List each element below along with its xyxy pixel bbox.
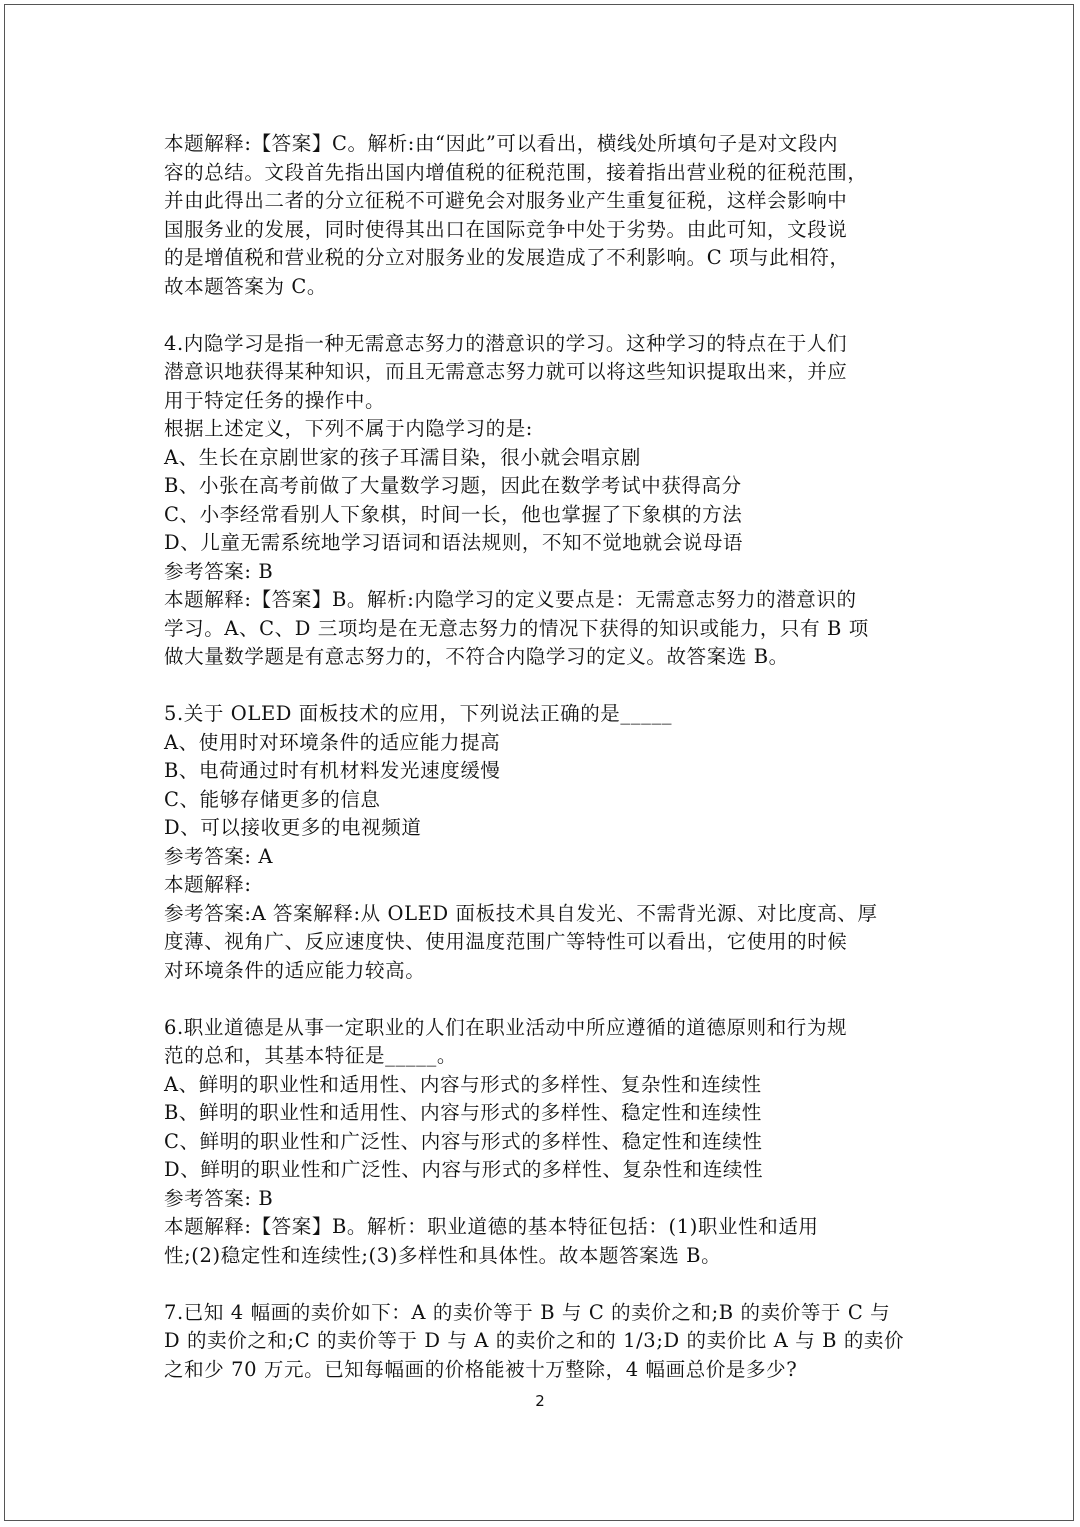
question-text-line: 潜意识地获得某种知识，而且无需意志努力就可以将这些知识提取出来，并应 — [164, 360, 848, 383]
option-c: C、鲜明的职业性和广泛性、内容与形式的多样性、稳定性和连续性 — [164, 1129, 763, 1153]
paragraph-gap — [164, 301, 924, 330]
option-a: A、使用时对环境条件的适应能力提高 — [164, 730, 501, 754]
reference-answer: 参考答案: A — [164, 844, 274, 868]
option-d: D、可以接收更多的电视频道 — [164, 816, 422, 839]
question-text-line: 4.内隐学习是指一种无需意志努力的潜意识的学习。这种学习的特点在于人们 — [164, 331, 848, 355]
explanation-line: 学习。A、C、D 三项均是在无意志努力的情况下获得的知识或能力，只有 B 项 — [164, 616, 869, 640]
question-text-line: 范的总和，其基本特征是_____。 — [164, 1044, 457, 1067]
paragraph-gap — [164, 672, 924, 701]
paragraph-gap — [164, 1270, 924, 1299]
option-c: C、能够存储更多的信息 — [164, 787, 381, 811]
question-text-line: 7.已知 4 幅画的卖价如下：A 的卖价等于 B 与 C 的卖价之和;B 的卖价等于 C 与 — [164, 1300, 891, 1324]
q3-explanation — [164, 130, 924, 301]
explanation-line: 度薄、视角广、反应速度快、使用温度范围广等特性可以看出，它使用的时候 — [164, 930, 848, 953]
question-4 — [164, 330, 924, 672]
question-5 — [164, 700, 924, 985]
option-b: B、鲜明的职业性和适用性、内容与形式的多样性、稳定性和连续性 — [164, 1101, 762, 1124]
question-text-line: 根据上述定义，下列不属于内隐学习的是: — [164, 417, 533, 440]
text-line: 并由此得出二者的分立征税不可避免会对服务业产生重复征税，这样会影响中 — [164, 189, 848, 212]
option-d: D、儿童无需系统地学习语词和语法规则，不知不觉地就会说母语 — [164, 531, 744, 554]
option-a: A、生长在京剧世家的孩子耳濡目染，很小就会唱京剧 — [164, 445, 641, 469]
text-line: 的是增值税和营业税的分立对服务业的发展造成了不利影响。C 项与此相符， — [164, 246, 850, 269]
option-d: D、鲜明的职业性和广泛性、内容与形式的多样性、复杂性和连续性 — [164, 1158, 764, 1181]
text-line: 国服务业的发展，同时使得其出口在国际竞争中处于劣势。由此可知，文段说 — [164, 217, 848, 241]
explanation-line: 本题解释:【答案】B。解析：职业道德的基本特征包括：(1)职业性和适用 — [164, 1215, 819, 1238]
explanation-line: 性;(2)稳定性和连续性;(3)多样性和具体性。故本题答案选 B。 — [164, 1243, 722, 1267]
document-body — [164, 130, 924, 1384]
explanation-line: 做大量数学题是有意志努力的，不符合内隐学习的定义。故答案选 B。 — [164, 645, 789, 668]
option-b: B、小张在高考前做了大量数学习题，因此在数学考试中获得高分 — [164, 474, 742, 497]
explanation-line: 参考答案:A 答案解释:从 OLED 面板技术具自发光、不需背光源、对比度高、厚 — [164, 901, 878, 925]
explanation-line: 本题解释: — [164, 873, 252, 896]
question-7 — [164, 1299, 924, 1385]
reference-answer: 参考答案: B — [164, 559, 274, 583]
text-line: 容的总结。文段首先指出国内增值税的征税范围，接着指出营业税的征税范围， — [164, 160, 868, 184]
question-text-line: 5.关于 OLED 面板技术的应用，下列说法正确的是_____ — [164, 702, 673, 725]
question-text-line: 用于特定任务的操作中。 — [164, 388, 386, 412]
text-line: 故本题答案为 C。 — [164, 274, 328, 298]
reference-answer: 参考答案: B — [164, 1186, 274, 1210]
question-text-line: 之和少 70 万元。已知每幅画的价格能被十万整除，4 幅画总价是多少? — [164, 1357, 798, 1381]
question-text-line: 6.职业道德是从事一定职业的人们在职业活动中所应遵循的道德原则和行为规 — [164, 1015, 848, 1039]
explanation-line: 对环境条件的适应能力较高。 — [164, 958, 426, 982]
text-line: 本题解释:【答案】C。解析:由“因此”可以看出，横线处所填句子是对文段内 — [164, 132, 839, 155]
question-text-line: D 的卖价之和;C 的卖价等于 D 与 A 的卖价之和的 1/3;D 的卖价比 A 与 B 的卖价 — [164, 1329, 905, 1352]
explanation-line: 本题解释:【答案】B。解析:内隐学习的定义要点是：无需意志努力的潜意识的 — [164, 588, 857, 611]
page-number: 2 — [535, 1392, 545, 1410]
paragraph-gap — [164, 985, 924, 1014]
option-a: A、鲜明的职业性和适用性、内容与形式的多样性、复杂性和连续性 — [164, 1072, 762, 1096]
question-6 — [164, 1014, 924, 1271]
option-b: B、电荷通过时有机材料发光速度缓慢 — [164, 759, 501, 782]
option-c: C、小李经常看别人下象棋，时间一长，他也掌握了下象棋的方法 — [164, 502, 743, 526]
